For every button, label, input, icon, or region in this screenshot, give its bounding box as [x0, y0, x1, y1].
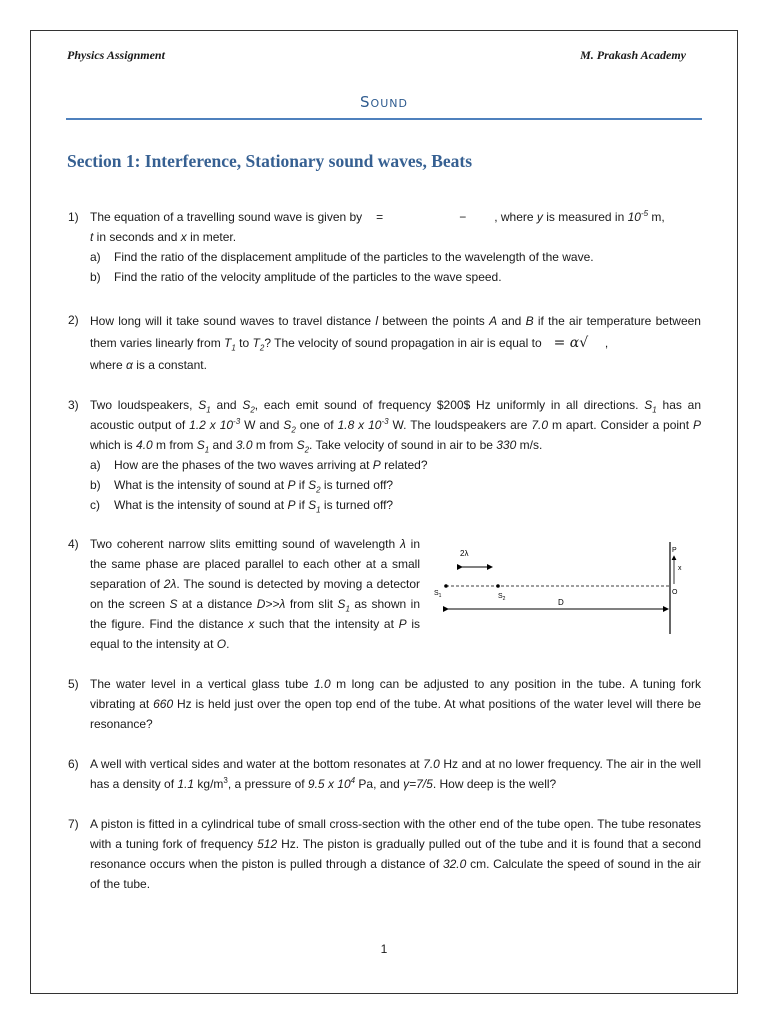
question-2: [68, 310, 701, 376]
question-7: [68, 814, 701, 894]
question-text: A piston is fitted in a cylindrical tube of small cross-section with the other end of the tube open. The tube resonates with a tuning fork of frequency 512 Hz. The piston is gradually pulled out of the tube and it is found that a second resonance occurs when the piston is pulled through a distance of 32.0 cm. Calculate the speed of sound in the air of the tube.: [90, 817, 701, 891]
question-1: [68, 207, 701, 287]
question-text: The water level in a vertical glass tube 1.0 m long can be adjusted to any position in the tube. A tuning fork vibrating at 660 Hz is held just over the open top end of the tube. At what positions of the water level will there be resonance?: [90, 677, 702, 731]
question-text: A well with vertical sides and water at the bottom resonates at 7.0 Hz and at no lower frequency. The air in the well has a density of 1.1 $kg/m^3$, a pressure of 9.5 x $10^4$ Pa, and γ=7/5. How deep is the well?: [90, 757, 701, 791]
question-number: 4): [68, 537, 79, 551]
sub-question-b: b) Find the ratio of the velocity amplitude of the particles to the wave speed.: [90, 270, 502, 284]
question-number: 6): [68, 757, 79, 771]
header-right: M. Prakash Academy: [580, 48, 686, 62]
question-text: Two loudspeakers, $S_1$ and $S_2$, each emit sound of frequency $200$ Hz uniformly in all directions. $S_1$ has an acoustic output of 1.2 x $10^{-3}$ W and $S_2$ one of 1.8 x $10^{-3}$ W. The loudspeakers are 7.0 m apart. Consider a point P which is 4.0 m from $S_1$ and 3.0 m from $S_2$. Take velocity of sound in air to be 330 m/s.: [90, 398, 701, 455]
question-number: 3): [68, 398, 79, 412]
sub-question-a: a) Find the ratio of the displacement amplitude of the particles to the wavelength of the wave.: [90, 250, 594, 264]
section-heading: Section 1: Interference, Stationary sound waves, Beats: [67, 151, 473, 171]
question-number: 1): [68, 210, 79, 224]
question-text: Two coherent narrow slits emitting sound of wavelength λ in the same phase are placed parallel to each other at a small separation of 2λ. The sound is detected by moving a detector on the screen S at a distance D>>λ from slit $S_1$ as shown in the figure. Find the distance x such that the intensity at P is equal to the intensity at O.: [90, 537, 421, 651]
header-left: Physics Assignment: [67, 48, 165, 62]
double-slit-figure: [430, 538, 690, 638]
o-label: O: [672, 589, 678, 596]
question-text: How long will it take sound waves to travel distance l between the points A and B if the air temperature between them varies linearly from $T_1$ to $T_2$? The velocity of sound propagation in air is equal to = α√ , where α is a constant.: [90, 314, 701, 372]
sub-question-b: b) What is the intensity of sound at P if $S_2$ is turned off?: [90, 478, 394, 495]
s2-label: $S_2$: [498, 593, 506, 602]
slit-s2-dot: [496, 584, 500, 588]
x-label: x: [678, 565, 682, 572]
title-rule: [66, 118, 702, 120]
slit-s1-dot: [444, 584, 448, 588]
sub-question-c: c) What is the intensity of sound at P if $S_1$ is turned off?: [90, 498, 394, 515]
question-3: [68, 395, 701, 515]
separation-label: 2λ: [460, 549, 469, 558]
question-text: The equation of a travelling sound wave is given by = − , where y is measured in $10^{-5}$ m, t in seconds and x in meter.: [90, 209, 665, 244]
question-number: 5): [68, 677, 79, 691]
s1-label: $S_1$: [434, 590, 442, 599]
question-5: [68, 674, 701, 734]
question-6: [68, 754, 701, 794]
document-title: Sound: [360, 93, 408, 111]
distance-label: D: [558, 598, 564, 607]
p-label: P: [672, 547, 677, 554]
question-number: 7): [68, 817, 79, 831]
question-number: 2): [68, 313, 79, 327]
sub-question-a: a) How are the phases of the two waves arriving at P related?: [90, 458, 428, 472]
page-number: 1: [380, 942, 388, 956]
